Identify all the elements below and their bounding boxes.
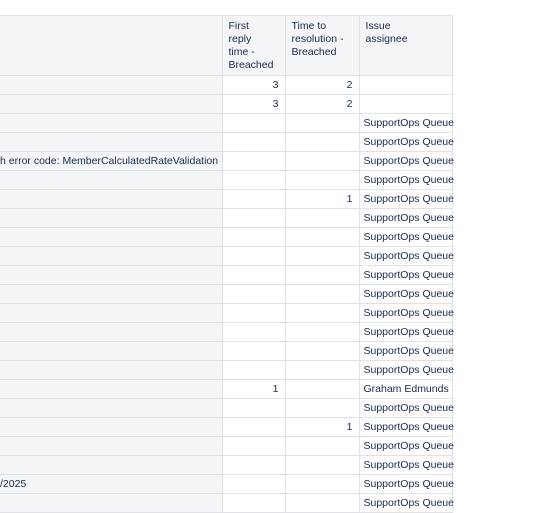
assignee-cell: SupportOps Queue bbox=[359, 190, 452, 209]
assignee-cell: SupportOps Queue bbox=[359, 437, 452, 456]
table-row[interactable] bbox=[0, 304, 452, 323]
summary-cell bbox=[0, 361, 222, 380]
resolution-breached-cell bbox=[285, 399, 359, 418]
resolution-breached-cell bbox=[285, 380, 359, 399]
column-header-first-reply-breached[interactable] bbox=[222, 16, 285, 76]
first-reply-breached-cell bbox=[222, 494, 285, 513]
first-reply-breached-cell bbox=[222, 266, 285, 285]
resolution-breached-cell bbox=[285, 171, 359, 190]
header-line: First bbox=[228, 20, 249, 32]
table-row[interactable] bbox=[0, 247, 452, 266]
table-header bbox=[0, 16, 452, 76]
first-reply-breached-cell bbox=[222, 342, 285, 361]
report-table bbox=[0, 15, 453, 513]
table-row[interactable] bbox=[0, 152, 452, 171]
header-line: reply bbox=[228, 33, 252, 45]
resolution-breached-cell bbox=[285, 114, 359, 133]
summary-cell bbox=[0, 133, 222, 152]
first-reply-breached-cell bbox=[222, 304, 285, 323]
assignee-cell bbox=[359, 76, 452, 95]
table-row[interactable] bbox=[0, 285, 452, 304]
assignee-cell: Graham Edmunds bbox=[359, 380, 452, 399]
first-reply-breached-cell bbox=[222, 418, 285, 437]
summary-cell bbox=[0, 114, 222, 133]
resolution-breached-cell bbox=[285, 304, 359, 323]
table-row[interactable] bbox=[0, 266, 452, 285]
table-body bbox=[0, 76, 452, 513]
resolution-breached-cell bbox=[285, 494, 359, 513]
header-line: Issue bbox=[365, 20, 391, 32]
summary-cell bbox=[0, 323, 222, 342]
column-header-issue-assignee[interactable] bbox=[359, 16, 452, 76]
resolution-breached-cell bbox=[285, 475, 359, 494]
summary-cell bbox=[0, 266, 222, 285]
resolution-breached-cell bbox=[285, 266, 359, 285]
resolution-breached-cell bbox=[285, 437, 359, 456]
assignee-cell: SupportOps Queue bbox=[359, 323, 452, 342]
first-reply-breached-cell bbox=[222, 361, 285, 380]
summary-cell bbox=[0, 304, 222, 323]
first-reply-breached-cell bbox=[222, 437, 285, 456]
table-row[interactable] bbox=[0, 114, 452, 133]
summary-cell bbox=[0, 171, 222, 190]
first-reply-breached-cell bbox=[222, 228, 285, 247]
table-row[interactable] bbox=[0, 323, 452, 342]
summary-cell: h error code: MemberCalculatedRateValidation bbox=[0, 152, 222, 171]
resolution-breached-cell: 2 bbox=[285, 95, 359, 114]
first-reply-breached-cell bbox=[222, 475, 285, 494]
table-row[interactable] bbox=[0, 171, 452, 190]
assignee-cell: SupportOps Queue bbox=[359, 399, 452, 418]
first-reply-breached-cell bbox=[222, 152, 285, 171]
table-row[interactable] bbox=[0, 342, 452, 361]
resolution-breached-cell bbox=[285, 456, 359, 475]
assignee-cell: SupportOps Queue bbox=[359, 475, 452, 494]
assignee-cell: SupportOps Queue bbox=[359, 209, 452, 228]
assignee-cell: SupportOps Queue bbox=[359, 266, 452, 285]
first-reply-breached-cell: 1 bbox=[222, 380, 285, 399]
first-reply-breached-cell: 3 bbox=[222, 76, 285, 95]
resolution-breached-cell bbox=[285, 342, 359, 361]
resolution-breached-cell bbox=[285, 209, 359, 228]
resolution-breached-cell: 1 bbox=[285, 418, 359, 437]
first-reply-breached-cell bbox=[222, 133, 285, 152]
assignee-cell: SupportOps Queue bbox=[359, 418, 452, 437]
table-row[interactable] bbox=[0, 133, 452, 152]
table-row[interactable] bbox=[0, 95, 452, 114]
resolution-breached-cell bbox=[285, 361, 359, 380]
resolution-breached-cell bbox=[285, 247, 359, 266]
header-line: assignee bbox=[365, 33, 408, 45]
resolution-breached-cell bbox=[285, 152, 359, 171]
first-reply-breached-cell bbox=[222, 171, 285, 190]
assignee-cell: SupportOps Queue bbox=[359, 247, 452, 266]
table-row[interactable] bbox=[0, 209, 452, 228]
summary-cell bbox=[0, 76, 222, 95]
summary-cell bbox=[0, 247, 222, 266]
assignee-cell: SupportOps Queue bbox=[359, 285, 452, 304]
summary-cell bbox=[0, 399, 222, 418]
first-reply-breached-cell: 3 bbox=[222, 95, 285, 114]
assignee-cell bbox=[359, 95, 452, 114]
first-reply-breached-cell bbox=[222, 209, 285, 228]
summary-cell bbox=[0, 456, 222, 475]
assignee-cell: SupportOps Queue bbox=[359, 152, 452, 171]
assignee-cell: SupportOps Queue bbox=[359, 171, 452, 190]
header-line: time - bbox=[228, 46, 255, 58]
column-header-resolution-breached[interactable] bbox=[285, 16, 359, 76]
assignee-cell: SupportOps Queue bbox=[359, 304, 452, 323]
summary-cell bbox=[0, 342, 222, 361]
summary-cell bbox=[0, 418, 222, 437]
table-row[interactable] bbox=[0, 76, 452, 95]
table-row[interactable] bbox=[0, 190, 452, 209]
header-row bbox=[0, 16, 452, 76]
summary-cell bbox=[0, 285, 222, 304]
assignee-cell: SupportOps Queue bbox=[359, 133, 452, 152]
summary-cell bbox=[0, 190, 222, 209]
summary-cell bbox=[0, 437, 222, 456]
summary-cell: /2025 bbox=[0, 475, 222, 494]
assignee-cell: SupportOps Queue bbox=[359, 494, 452, 513]
summary-cell bbox=[0, 228, 222, 247]
resolution-breached-cell bbox=[285, 285, 359, 304]
resolution-breached-cell: 2 bbox=[285, 76, 359, 95]
table-row[interactable] bbox=[0, 456, 452, 475]
column-header-summary[interactable] bbox=[0, 16, 222, 76]
table-row[interactable] bbox=[0, 475, 452, 494]
resolution-breached-cell bbox=[285, 133, 359, 152]
header-line: Time to bbox=[291, 20, 327, 32]
first-reply-breached-cell bbox=[222, 114, 285, 133]
table-row[interactable] bbox=[0, 228, 452, 247]
summary-cell bbox=[0, 95, 222, 114]
table-row[interactable] bbox=[0, 380, 452, 399]
table-row[interactable] bbox=[0, 437, 452, 456]
resolution-breached-cell: 1 bbox=[285, 190, 359, 209]
report-table-container bbox=[0, 15, 454, 509]
header-line: Breached bbox=[291, 46, 337, 58]
assignee-cell: SupportOps Queue bbox=[359, 342, 452, 361]
header-line: Breached bbox=[228, 59, 274, 71]
resolution-breached-cell bbox=[285, 228, 359, 247]
assignee-cell: SupportOps Queue bbox=[359, 361, 452, 380]
assignee-cell: SupportOps Queue bbox=[359, 114, 452, 133]
summary-cell bbox=[0, 494, 222, 513]
first-reply-breached-cell bbox=[222, 323, 285, 342]
first-reply-breached-cell bbox=[222, 285, 285, 304]
summary-cell bbox=[0, 380, 222, 399]
header-line: resolution - bbox=[291, 33, 344, 45]
assignee-cell: SupportOps Queue bbox=[359, 456, 452, 475]
table-row[interactable] bbox=[0, 399, 452, 418]
table-row[interactable] bbox=[0, 494, 452, 513]
first-reply-breached-cell bbox=[222, 247, 285, 266]
first-reply-breached-cell bbox=[222, 456, 285, 475]
resolution-breached-cell bbox=[285, 323, 359, 342]
first-reply-breached-cell bbox=[222, 190, 285, 209]
summary-cell bbox=[0, 209, 222, 228]
table-row[interactable] bbox=[0, 418, 452, 437]
table-row[interactable] bbox=[0, 361, 452, 380]
assignee-cell: SupportOps Queue bbox=[359, 228, 452, 247]
first-reply-breached-cell bbox=[222, 399, 285, 418]
